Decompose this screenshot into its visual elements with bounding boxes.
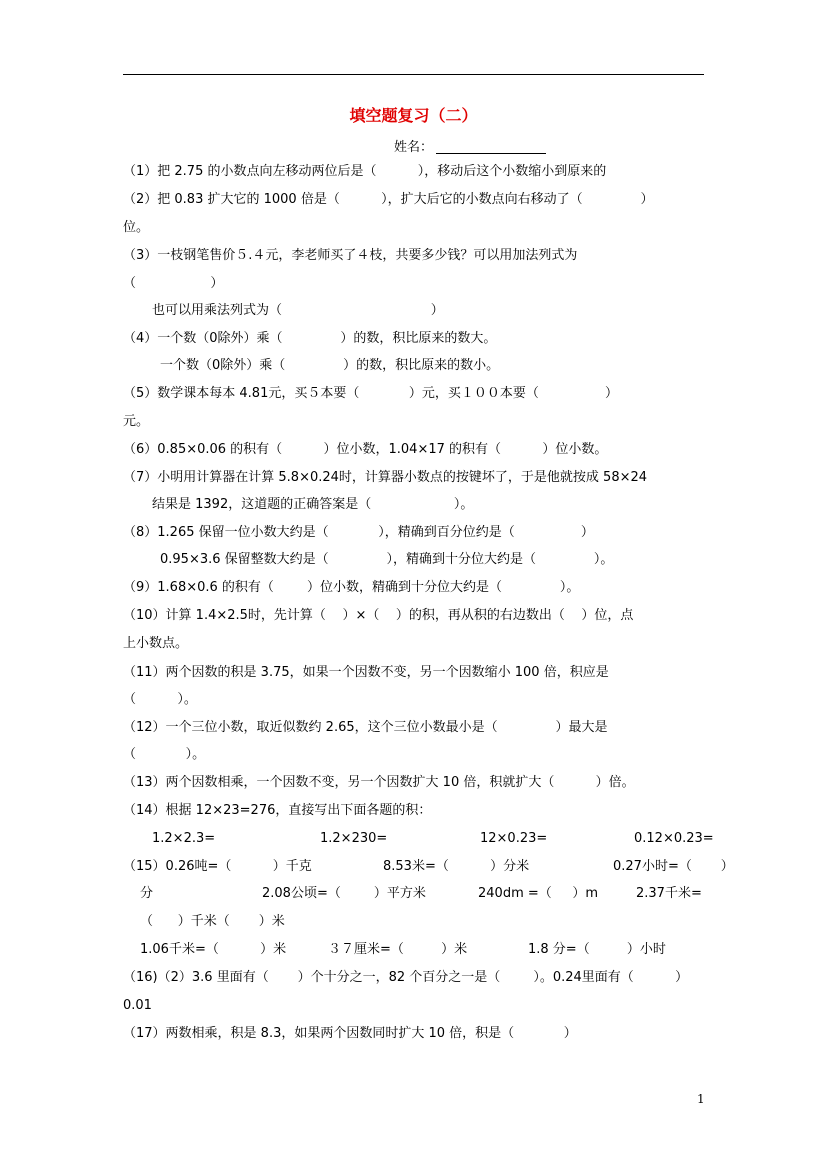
conversion-cell: （ ）千米（ ）米 — [140, 914, 285, 929]
conversion-cell: 1.8 分=（ ）小时 — [528, 942, 666, 957]
name-field — [394, 136, 546, 155]
conversion-cell: 1.06千米=（ ）米 — [140, 942, 287, 957]
name-blank — [436, 139, 546, 154]
question-line: （2）把 0.83 扩大它的 1000 倍是（ ），扩大后它的小数点向右移动了（ ） — [123, 192, 654, 207]
question-line: （7）小明用计算器在计算 5.8×0.24时，计算器小数点的按键坏了，于是他就按成 58×24 — [123, 470, 648, 485]
question-line: 0.95×3.6 保留整数大约是（ ），精确到十分位大约是（ ）。 — [160, 552, 614, 567]
question-line: （6）0.85×0.06 的积有（ ）位小数，1.04×17 的积有（ ）位小数。 — [123, 442, 608, 457]
expression-cell: 12×0.23= — [480, 831, 548, 846]
question-line: 上小数点。 — [123, 636, 189, 651]
question-line: 0.01 — [123, 998, 152, 1013]
question-line: （10）计算 1.4×2.5时，先计算（ ）×（ ）的积，再从积的右边数出（ ）位，点 — [123, 608, 634, 623]
header-rule — [123, 74, 704, 75]
conversion-cell: 2.08公顷=（ ）平方米 — [262, 886, 426, 901]
question-line: （16)（2）3.6 里面有（ ）个十分之一，82 个百分之一是（ ）。0.24里面有（ ） — [123, 970, 689, 985]
conversion-cell: 2.37千米= — [636, 886, 702, 901]
conversion-cell: 8.53米=（ ）分米 — [383, 859, 530, 874]
question-line: （14）根据 12×23=276，直接写出下面各题的积： — [123, 803, 432, 818]
question-line: （ ）。 — [123, 692, 197, 707]
question-line: （12）一个三位小数，取近似数约 2.65，这个三位小数最小是（ ）最大是 — [123, 720, 608, 735]
question-line: 也可以用乘法列式为（ ） — [152, 303, 444, 318]
question-line: 位。 — [123, 220, 150, 235]
conversion-cell: 分 — [140, 886, 154, 901]
page-title: 填空题复习（二） — [349, 106, 478, 125]
question-line: （3）一枝钢笔售价５.４元，李老师买了４枝，共要多少钱？可以用加法列式为 — [123, 248, 578, 263]
question-line: （17）两数相乘，积是 8.3，如果两个因数同时扩大 10 倍，积是（ ） — [123, 1026, 577, 1041]
question-line: （ ） — [123, 276, 224, 291]
conversion-cell: 0.27小时=（ ） — [613, 859, 734, 874]
conversion-cell: （15）0.26吨=（ ）千克 — [123, 859, 312, 874]
question-line: （11）两个因数的积是 3.75，如果一个因数不变，另一个因数缩小 100 倍，积应是 — [123, 665, 609, 680]
question-line: （5）数学课本每本 4.81元，买５本要（ ）元，买１００本要（ ） — [123, 386, 619, 401]
question-line: （13）两个因数相乘，一个因数不变，另一个因数扩大 10 倍，积就扩大（ ）倍。 — [123, 775, 635, 790]
expression-cell: 1.2×2.3= — [152, 831, 216, 846]
question-line: （9）1.68×0.6 的积有（ ）位小数，精确到十分位大约是（ ）。 — [123, 580, 580, 595]
conversion-cell: 240dm =（ ）m — [478, 886, 599, 901]
question-line: （ ）。 — [123, 747, 206, 762]
expression-cell: 1.2×230= — [320, 831, 388, 846]
conversion-cell: ３７厘米=（ ）米 — [328, 942, 468, 957]
page-number: 1 — [697, 1092, 705, 1106]
question-line: （1）把 2.75 的小数点向左移动两位后是（ ），移动后这个小数缩小到原来的 — [123, 164, 607, 179]
question-line: （4）一个数（0除外）乘（ ）的数，积比原来的数大。 — [123, 331, 497, 346]
question-line: 一个数（0除外）乘（ ）的数，积比原来的数小。 — [160, 358, 500, 373]
question-line: 元。 — [123, 414, 150, 429]
name-label: 姓名： — [394, 140, 434, 155]
question-line: 结果是 1392，这道题的正确答案是（ ）。 — [152, 497, 474, 512]
question-line: （8）1.265 保留一位小数大约是（ ），精确到百分位约是（ ） — [123, 525, 594, 540]
expression-cell: 0.12×0.23= — [634, 831, 714, 846]
